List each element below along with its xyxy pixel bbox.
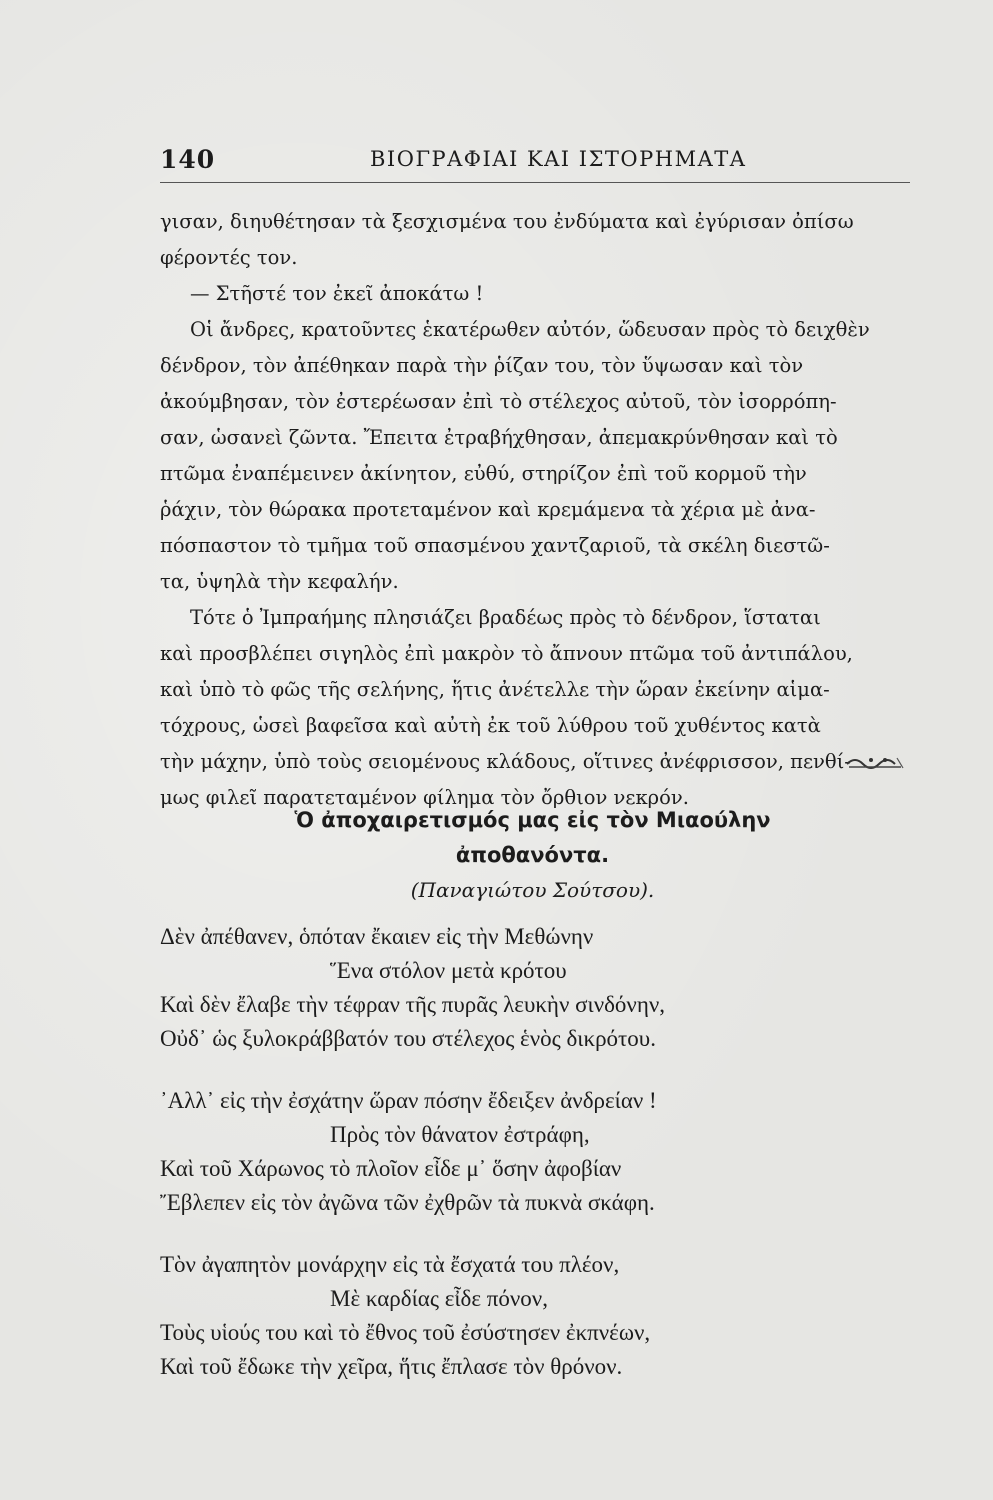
poem-verse: Καὶ δὲν ἔλαβε τὴν τέφραν τῆς πυρᾶς λευκὴν σινδόνην, bbox=[160, 992, 666, 1017]
prose-line: πόσπαστον τὸ τμῆμα τοῦ σπασμένου χαντζαριοῦ, τὰ σκέλη διεστῶ- bbox=[160, 534, 830, 557]
poem-verse: Δὲν ἀπέθανεν, ὁπόταν ἔκαιεν εἰς τὴν Μεθώνην bbox=[160, 924, 594, 949]
poem-verse: Καὶ τοῦ ἔδωκε τὴν χεῖρα, ἥτις ἔπλασε τὸν θρόνον. bbox=[160, 1354, 623, 1379]
prose-line: τὴν μάχην, ὑπὸ τοὺς σειομένους κλάδους, οἵτινες ἀνέφρισσον, πενθί- bbox=[160, 750, 851, 773]
prose-line: Οἱ ἄνδρες, κρατοῦντες ἑκατέρωθεν αὐτόν, ὥδευσαν πρὸς τὸ δειχθὲν bbox=[190, 318, 870, 341]
running-title: ΒΙΟΓΡΑΦΙΑΙ ΚΑΙ ΙΣΤΟΡΗΜΑΤΑ bbox=[370, 147, 747, 171]
poem-verse: Οὐδ᾽ ὡς ξυλοκράββατόν του στέλεχος ἑνὸς δικρότου. bbox=[160, 1026, 656, 1051]
poem-verse: Τοὺς υἱούς του καὶ τὸ ἔθνος τοῦ ἐσύστησεν ἐκπνέων, bbox=[160, 1320, 651, 1345]
prose-line: ῥάχιν, τὸν θώρακα προτεταμένον καὶ κρεμάμενα τὰ χέρια μὲ ἀνα- bbox=[160, 498, 816, 521]
poem-title-line: Ὁ ἀποχαιρετισμός μας εἰς τὸν Μιαούλην bbox=[294, 808, 771, 832]
poem-title-line: ἀποθανόντα. bbox=[455, 843, 610, 867]
prose-line: σαν, ὡσανεὶ ζῶντα. Ἔπειτα ἐτραβήχθησαν, ἀπεμακρύνθησαν καὶ τὸ bbox=[160, 426, 838, 449]
prose-line: τα, ὑψηλὰ τὴν κεφαλήν. bbox=[160, 570, 399, 593]
header-rule bbox=[160, 182, 910, 183]
poem-verse: Καὶ τοῦ Χάρωνος τὸ πλοῖον εἶδε μ᾽ ὅσην ἀφοβίαν bbox=[160, 1156, 622, 1181]
poem-verse: Ἔβλεπεν εἰς τὸν ἀγῶνα τῶν ἐχθρῶν τὰ πυκνὰ σκάφη. bbox=[160, 1190, 655, 1215]
poem-stanza bbox=[160, 1084, 920, 1220]
poem-verse: ᾽Αλλ᾽ εἰς τὴν ἐσχάτην ὥραν πόσην ἔδειξεν ἀνδρείαν ! bbox=[160, 1088, 657, 1113]
prose-line: καὶ προσβλέπει σιγηλὸς ἐπὶ μακρὸν τὸ ἄπνουν πτῶμα τοῦ ἀντιπάλου, bbox=[160, 642, 853, 665]
poem-title bbox=[160, 803, 905, 873]
page-header bbox=[160, 145, 910, 185]
prose-text bbox=[160, 204, 905, 816]
prose-line: — Στῆστέ τον ἐκεῖ ἀποκάτω ! bbox=[190, 282, 484, 305]
prose-line: μως φιλεῖ παρατεταμένον φίλημα τὸν ὄρθιον νεκρόν. bbox=[160, 786, 689, 809]
ornament-icon bbox=[845, 752, 905, 772]
poem-stanza bbox=[160, 1248, 920, 1384]
prose-line: ἀκούμβησαν, τὸν ἐστερέωσαν ἐπὶ τὸ στέλεχος αὐτοῦ, τὸν ἰσορρόπη- bbox=[160, 390, 837, 413]
prose-line: πτῶμα ἐναπέμεινεν ἀκίνητον, εὐθύ, στηρίζον ἐπὶ τοῦ κορμοῦ τὴν bbox=[160, 462, 807, 485]
poem-author: (Παναγιώτου Σούτσου). bbox=[410, 878, 655, 902]
prose-line: δένδρον, τὸν ἀπέθηκαν παρὰ τὴν ῥίζαν του, τὸν ὕψωσαν καὶ τὸν bbox=[160, 354, 804, 377]
poem-verse: Μὲ καρδίας εἶδε πόνον, bbox=[330, 1286, 548, 1311]
prose-line: τόχρους, ὡσεὶ βαφεῖσα καὶ αὐτὴ ἐκ τοῦ λύθρου τοῦ χυθέντος κατὰ bbox=[160, 714, 821, 737]
poem-verse: Τὸν ἀγαπητὸν μονάρχην εἰς τὰ ἔσχατά του πλέον, bbox=[160, 1252, 620, 1277]
poem-stanza bbox=[160, 920, 920, 1056]
prose-line: φέροντές τον. bbox=[160, 246, 298, 269]
poem-body bbox=[160, 920, 920, 1412]
poem-verse: Πρὸς τὸν θάνατον ἐστράφη, bbox=[330, 1122, 590, 1147]
poem-verse: Ἕνα στόλον μετὰ κρότου bbox=[330, 958, 567, 983]
prose-line: γισαν, διηυθέτησαν τὰ ξεσχισμένα του ἐνδύματα καὶ ἐγύρισαν ὀπίσω bbox=[160, 210, 854, 233]
prose-line: Τότε ὁ Ἰμπραήμης πλησιάζει βραδέως πρὸς τὸ δένδρον, ἵσταται bbox=[190, 606, 821, 629]
page-number: 140 bbox=[160, 145, 216, 174]
prose-line: καὶ ὑπὸ τὸ φῶς τῆς σελήνης, ἥτις ἀνέτελλε τὴν ὥραν ἐκείνην αἱμα- bbox=[160, 678, 830, 701]
